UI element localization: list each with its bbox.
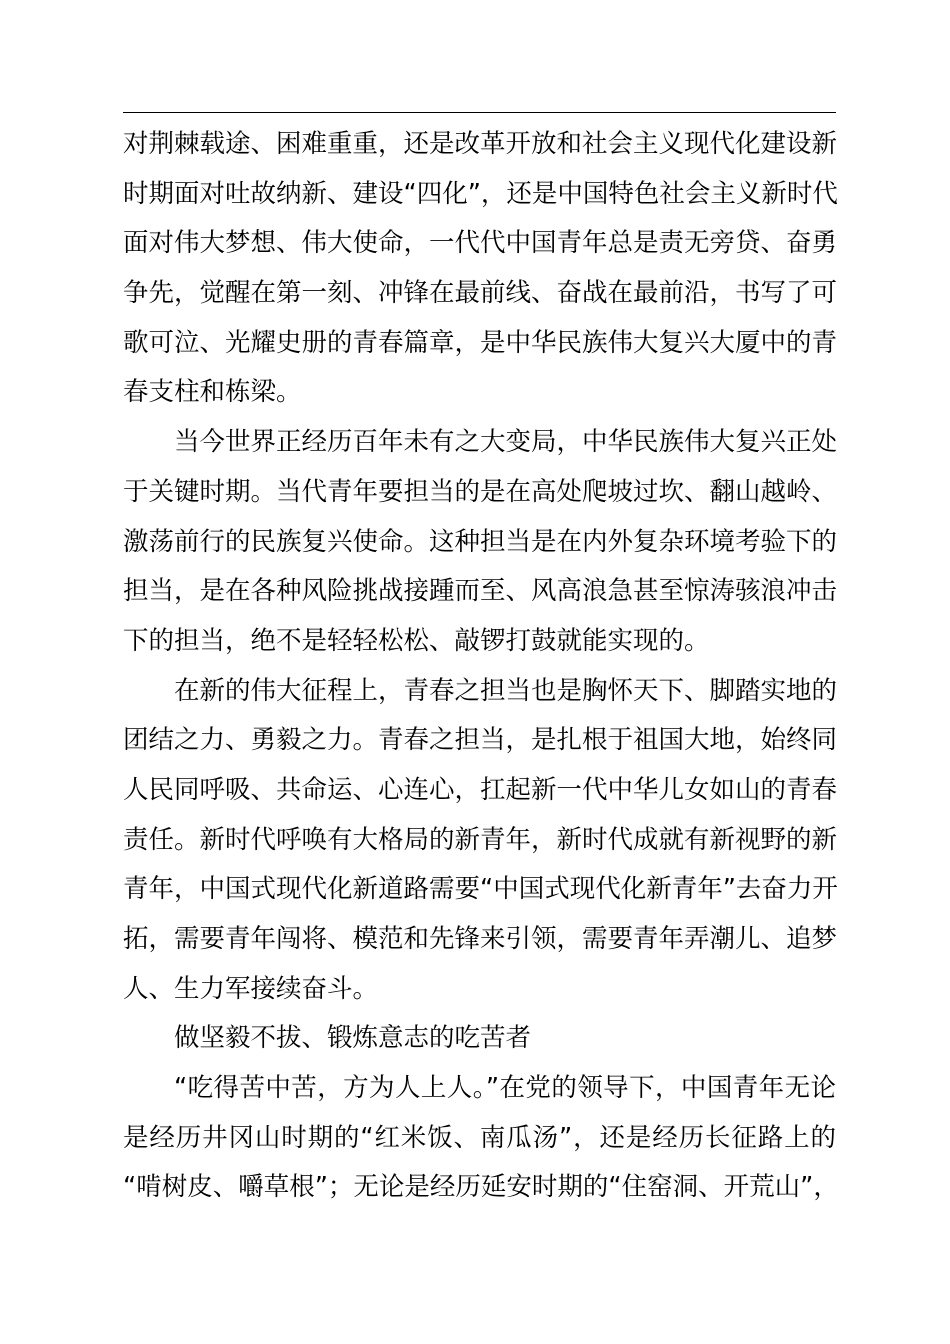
heading-line: 做坚毅不拔、锻炼意志的吃苦者	[174, 1023, 532, 1054]
text-line: 争先，觉醒在第一刻、冲锋在最前线、奋战在最前沿，书写了可	[123, 278, 838, 309]
header-rule	[123, 112, 836, 113]
text-line: 是经历井冈山时期的“红米饭、南瓜汤”，还是经历长征路上的	[123, 1122, 836, 1153]
text-line: 团结之力、勇毅之力。青春之担当，是扎根于祖国大地，始终同	[123, 725, 838, 756]
text-line: 面对伟大梦想、伟大使命，一代代中国青年总是责无旁贷、奋勇	[123, 228, 838, 259]
paragraph	[123, 418, 836, 666]
paragraph	[123, 120, 836, 418]
text-line: 对荆棘载途、困难重重，还是改革开放和社会主义现代化建设新	[123, 129, 838, 159]
text-line: “啃树皮、嚼草根”；无论是经历延安时期的“住窑洞、开荒山”，	[123, 1172, 839, 1203]
text-line: 人、生力军接续奋斗。	[123, 973, 379, 1004]
text-line: “吃得苦中苦，方为人上人。”在党的领导下，中国青年无论	[174, 1073, 836, 1104]
text-line: 人民同呼吸、共命运、心连心，扛起新一代中华儿女如山的青春	[123, 774, 838, 805]
document-body	[123, 120, 839, 1213]
text-line: 于关键时期。当代青年要担当的是在高处爬坡过坎、翻山越岭、	[123, 476, 838, 507]
text-line: 激荡前行的民族复兴使命。这种担当是在内外复杂环境考验下的	[123, 526, 838, 557]
text-line: 责任。新时代呼唤有大格局的新青年，新时代成就有新视野的新	[123, 824, 838, 855]
paragraph	[123, 667, 836, 1015]
text-line: 歌可泣、光耀史册的青春篇章，是中华民族伟大复兴大厦中的青	[123, 327, 838, 358]
text-line: 下的担当，绝不是轻轻松松、敲锣打鼓就能实现的。	[123, 625, 710, 656]
text-line: 当今世界正经历百年未有之大变局，中华民族伟大复兴正处	[174, 427, 838, 458]
text-line: 担当，是在各种风险挑战接踵而至、风高浪急甚至惊涛骇浪冲击	[123, 576, 838, 607]
text-line: 拓，需要青年闯将、模范和先锋来引领，需要青年弄潮儿、追梦	[123, 924, 838, 954]
text-line: 时期面对吐故纳新、建设“四化”，还是中国特色社会主义新时代	[123, 178, 838, 209]
text-line: 在新的伟大征程上，青春之担当也是胸怀天下、脚踏实地的	[174, 675, 838, 706]
section-heading	[123, 1014, 836, 1064]
text-line: 青年，中国式现代化新道路需要“中国式现代化新青年”去奋力开	[123, 874, 838, 905]
paragraph	[123, 1064, 839, 1213]
text-line: 春支柱和栋梁。	[123, 377, 302, 408]
